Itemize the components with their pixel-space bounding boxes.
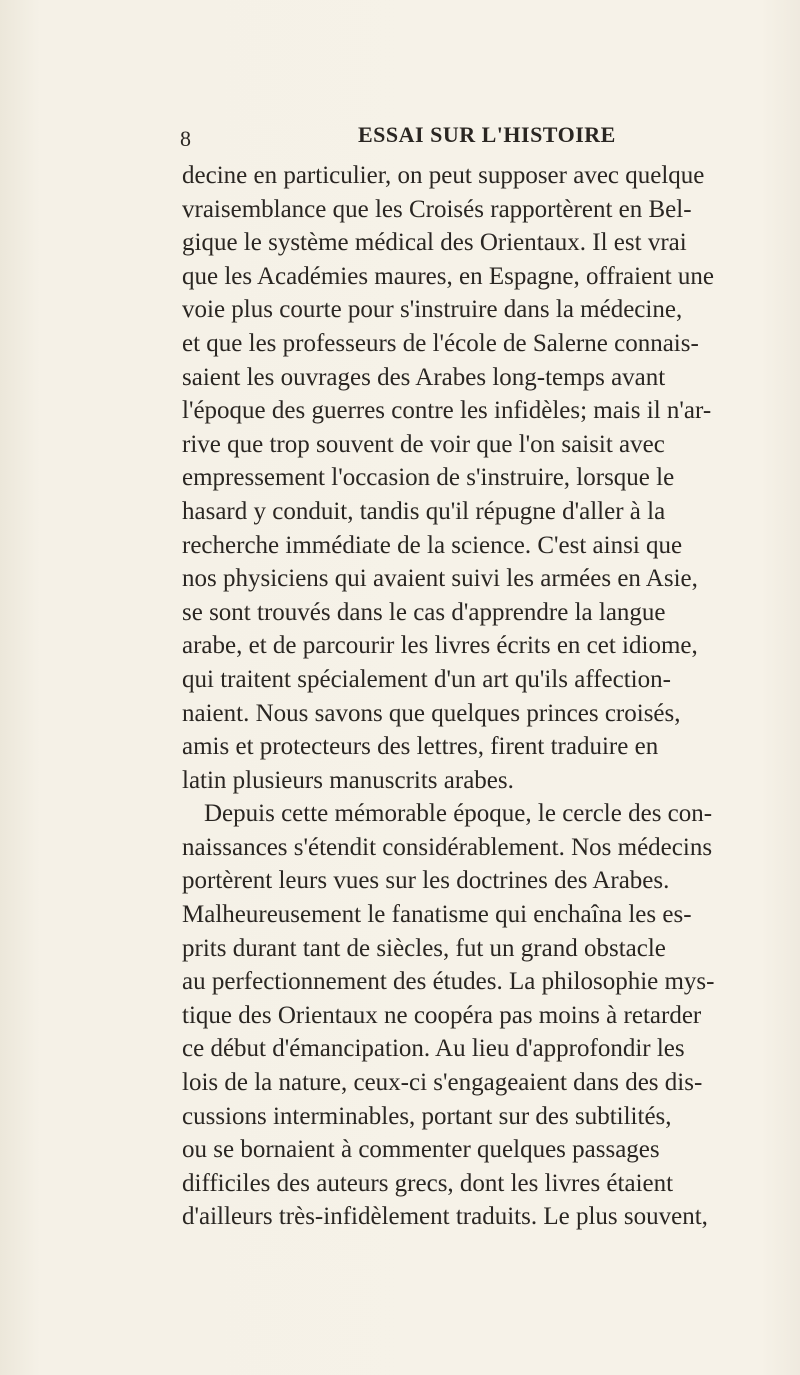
text-line: cussions interminables, portant sur des subtilités, xyxy=(182,1102,672,1130)
paragraph-end-line: latin plusieurs manuscrits arabes. xyxy=(182,766,514,794)
page-number: 8 xyxy=(180,126,192,151)
text-line: tique des Orientaux ne coopéra pas moins à retarder xyxy=(182,1001,702,1029)
text-line: d'ailleurs très-infidèlement traduits. Le plus souvent, xyxy=(182,1203,708,1231)
text-line: portèrent leurs vues sur les doctrines des Arabes. xyxy=(182,867,670,895)
text-line: voie plus courte pour s'instruire dans la médecine, xyxy=(182,296,683,324)
text-line: empressement l'occasion de s'instruire, lorsque le xyxy=(182,464,675,492)
text-line: hasard y conduit, tandis qu'il répugne d'aller à la xyxy=(182,497,666,525)
text-line: difficiles des auteurs grecs, dont les livres étaient xyxy=(182,1169,674,1197)
text-line: arabe, et de parcourir les livres écrits en cet idiome, xyxy=(182,632,698,660)
text-line: rive que trop souvent de voir que l'on saisit avec xyxy=(182,430,665,458)
text-line: au perfectionnement des études. La philosophie mys- xyxy=(182,968,715,996)
text-line: se sont trouvés dans le cas d'apprendre la langue xyxy=(182,598,666,626)
text-line: vraisemblance que les Croisés rapportèrent en Bel- xyxy=(182,195,692,223)
body-text xyxy=(182,159,715,1234)
text-line: nos physiciens qui avaient suivi les armées en Asie, xyxy=(182,565,698,593)
text-line: recherche immédiate de la science. C'est ainsi que xyxy=(182,531,683,559)
text-line: qui traitent spécialement d'un art qu'ils affection- xyxy=(182,665,671,693)
text-line: lois de la nature, ceux-ci s'engageaient dans des dis- xyxy=(182,1069,703,1097)
text-line: gique le système médical des Orientaux. Il est vrai xyxy=(182,229,687,257)
text-line: saient les ouvrages des Arabes long-temps avant xyxy=(182,363,666,391)
text-line: ou se bornaient à commenter quelques passages xyxy=(182,1136,660,1164)
text-line: prits durant tant de siècles, fut un grand obstacle xyxy=(182,934,666,962)
text-line: decine en particulier, on peut supposer avec quelque xyxy=(182,162,705,189)
text-line: et que les professeurs de l'école de Salerne connais- xyxy=(182,329,699,357)
text-line: Malheureusement le fanatisme qui enchaîna les es- xyxy=(182,901,692,929)
text-line: amis et protecteurs des lettres, firent traduire en xyxy=(182,733,659,761)
text-line: que les Académies maures, en Espagne, offraient une xyxy=(182,262,714,290)
page-header xyxy=(180,120,620,152)
text-line: ce début d'émancipation. Au lieu d'approfondir les xyxy=(182,1035,685,1063)
text-line: l'époque des guerres contre les infidèles; mais il n'ar- xyxy=(182,397,712,425)
running-title: ESSAI SUR L'HISTOIRE xyxy=(358,122,616,147)
text-line: naissances s'étendit considérablement. Nos médecins xyxy=(182,833,713,861)
text-line: naient. Nous savons que quelques princes croisés, xyxy=(182,699,681,727)
paragraph-start-line: Depuis cette mémorable époque, le cercle des con- xyxy=(204,800,713,828)
